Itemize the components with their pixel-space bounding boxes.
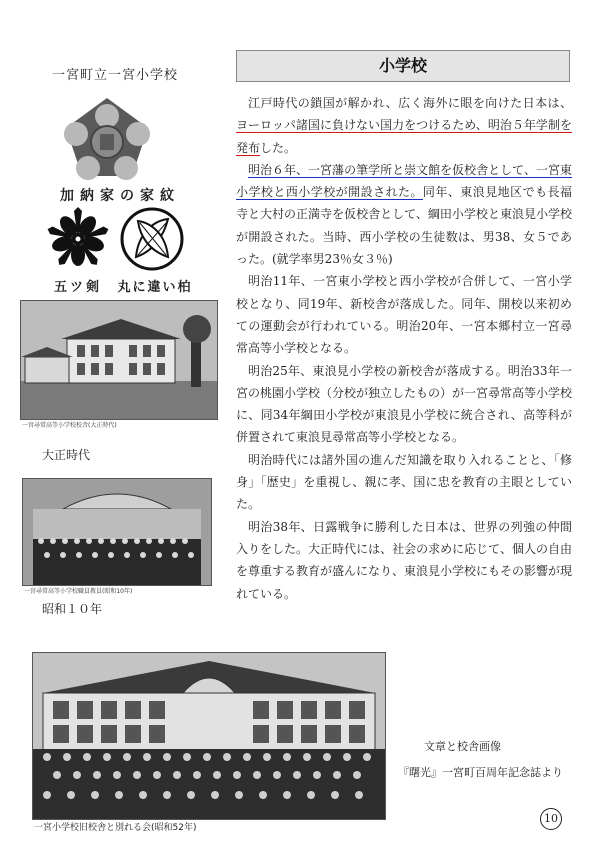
crest1-label: 五ツ剣 — [53, 280, 102, 295]
paragraph-1 — [236, 92, 572, 159]
paragraph-3: 明治11年、一宮東小学校と西小学校が合併して、一宮小学校となり、同19年、新校舎が落成した。同年、開校以来初めての運動会が行われている。明治20年、一宮本郷村立一宮尋常高等小学校となる。 — [236, 274, 572, 356]
paragraph-2 — [236, 159, 572, 270]
article-body — [236, 92, 572, 605]
photo3-caption: 一宮小学校旧校舎と別れる会(昭和52年) — [34, 823, 197, 833]
showa52-farewell-photo — [32, 652, 386, 820]
paragraph-6: 明治38年、日露戦争に勝利した日本は、世界の列強の仲間入りをした。大正時代には、社会の求めに応じて、個人の自由を尊重する教育が盛んになり、東浪見小学校にもその影響が現れている。 — [236, 519, 573, 601]
school-emblem — [62, 96, 152, 180]
credit-line1: 文章と校舎画像 — [424, 740, 501, 753]
p2-underline-2: 一宮東小学校と西小学校が開設された。 — [236, 162, 572, 200]
p2-text: 同年、東浪見地区でも長福寺と大村の正満寺を仮校舎として、綱田小学校と東浪見小学校が開設された。当時、西小学校の生徒数は、男38、女５であった。(就学率男23％女３％) — [236, 185, 572, 267]
p1-underline-2: 明治５年学制を発布 — [236, 118, 572, 155]
school-title: 一宮町立一宮小学校 — [51, 68, 178, 83]
photo1-caption: 一宮尋常高等小学校校舎(大正時代) — [22, 422, 117, 429]
showa10-staff-photo — [22, 478, 212, 586]
p1-underline-1: ヨーロッパ諸国に負けない国力をつけるため、 — [236, 118, 488, 133]
credit-line2: 『曙光』一宮町百周年記念誌より — [398, 766, 563, 779]
p1-text-end: した。 — [260, 140, 297, 155]
section-heading: 小学校 — [236, 50, 570, 82]
photo2-era: 昭和１０年 — [42, 602, 103, 616]
p2-underline-1: 明治６年、一宮藩の筆学所と崇文館を仮校舎として、 — [248, 162, 536, 177]
crest2-label: 丸に違い柏 — [117, 280, 193, 295]
family-crest-title: 加納家の家紋 — [60, 188, 180, 204]
photo2-caption: 一宮尋常高等小学校職員教員(昭和10年) — [24, 588, 133, 595]
p1-text: 江戸時代の鎖国が解かれ、広く海外に眼を向けた日本は、 — [248, 96, 572, 110]
crossed-oak-leaves-crest-icon — [118, 205, 186, 273]
paragraph-5: 明治時代には諸外国の進んだ知識を取り入れることと、「修身」「歴史」を重視し、親に孝、国に忠を教育の主眼としていた。 — [236, 452, 572, 512]
five-swords-crest-icon — [44, 205, 112, 273]
page-number: 10 — [540, 808, 562, 830]
taisho-school-photo — [20, 300, 218, 420]
paragraph-4: 明治25年、東浪見小学校の新校舎が落成する。明治33年一宮の桃園小学校（分校が独立したもの）が一宮尋常高等小学校に、同34年綱田小学校が東浪見小学校に統合され、高等科が併置されて東浪見尋常高等小学校となる。 — [236, 363, 573, 445]
photo1-era: 大正時代 — [42, 448, 91, 462]
